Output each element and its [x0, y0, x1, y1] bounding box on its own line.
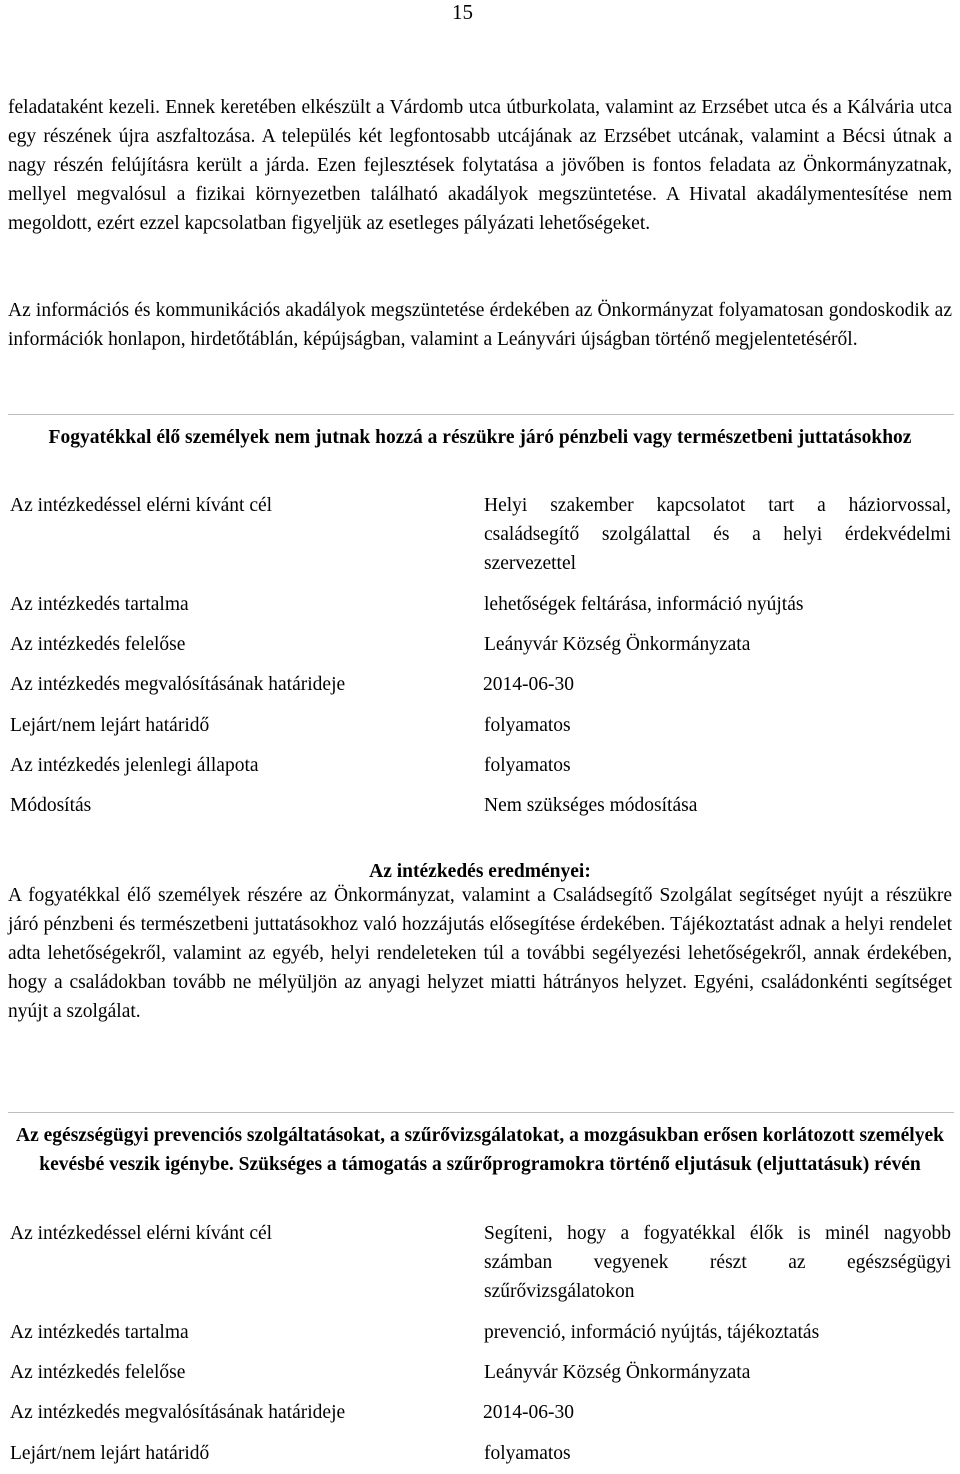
row-label: Lejárt/nem lejárt határidő [10, 715, 210, 736]
row-value: lehetőségek feltárása, információ nyújtás [484, 594, 804, 615]
row-label: Az intézkedés felelőse [10, 634, 186, 655]
row-value: 2014-06-30 [483, 674, 574, 695]
page-number: 15 [452, 0, 473, 24]
section-divider [8, 1112, 954, 1113]
row-label: Lejárt/nem lejárt határidő [10, 1443, 210, 1464]
section-2-heading: Az egészségügyi prevenciós szolgáltatásokat, a szűrővizsgálatokat, a mozgásukban erősen korlátozott személyek kevésbé veszik igénybe. Szükséges a támogatás a szűrőprogramokra történő eljutásuk (eljuttatásuk) révén [16, 1125, 944, 1175]
row-label: Az intézkedés megvalósításának határideje [10, 674, 346, 695]
row-label: Az intézkedéssel elérni kívánt cél [10, 495, 273, 516]
section-1-heading: Fogyatékkal élő személyek nem jutnak hozzá a részükre járó pénzbeli vagy természetbeni juttatásokhoz [48, 427, 912, 448]
section-divider [8, 414, 954, 415]
row-value: Segíteni, hogy a fogyatékkal élők is minél nagyobb számban vegyenek részt az egészségügyi szűrővizsgálatokon [484, 1223, 951, 1302]
row-label: Az intézkedés felelőse [10, 1362, 186, 1383]
row-value: 2014-06-30 [483, 1402, 574, 1423]
row-label: Az intézkedés megvalósításának határideje [10, 1402, 346, 1423]
row-label: Az intézkedés jelenlegi állapota [10, 755, 259, 776]
row-value: Helyi szakember kapcsolatot tart a háziorvossal, családsegítő szolgálattal és a helyi érdekvédelmi szervezettel [484, 495, 951, 574]
row-label: Az intézkedés tartalma [10, 1322, 189, 1343]
row-label: Módosítás [10, 795, 92, 816]
row-value: folyamatos [484, 715, 571, 736]
row-label: Az intézkedéssel elérni kívánt cél [10, 1223, 273, 1244]
row-value: Leányvár Község Önkormányzata [484, 1362, 751, 1383]
results-heading: Az intézkedés eredményei: [369, 861, 591, 882]
intro-paragraph-2: Az információs és kommunikációs akadályok megszüntetése érdekében az Önkormányzat folyamatosan gondoskodik az információk honlapon, hirdetőtáblán, képújságban, valamint a Leányvári újságban történő megjelentetéséről. [8, 300, 952, 350]
row-value: prevenció, információ nyújtás, tájékoztatás [484, 1322, 820, 1343]
row-value: folyamatos [484, 755, 571, 776]
row-label: Az intézkedés tartalma [10, 594, 189, 615]
results-paragraph: A fogyatékkal élő személyek részére az Önkormányzat, valamint a Családsegítő Szolgálat segítséget nyújt a részükre járó pénzbeni és természetbeni juttatásokhoz való hozzájutás elősegítése érdekében. Tájékoztatást adnak a helyi rendelet adta lehetőségekről, valamint az egyéb, helyi rendeleteken túl a további segélyezési lehetőségekről, annak érdekében, hogy a családokban tovább ne mélyüljön az anyagi helyzet miatti hátrányos helyzet. Egyéni, családonkénti segítséget nyújt a szolgálat. [8, 885, 952, 1022]
row-value: Leányvár Község Önkormányzata [484, 634, 751, 655]
intro-paragraph-1: feladataként kezeli. Ennek keretében elkészült a Várdomb utca útburkolata, valamint az Erzsébet utca és a Kálvária utca egy részének újra aszfaltozása. A település két legfontosabb utcájának az Erzsébet utcának, valamint a Bécsi útnak a nagy részén felújításra került a járda. Ezen fejlesztések folytatása a jövőben is fontos feladata az Önkormányzatnak, mellyel megvalósul a fizikai környezetben található akadályok megszüntetése. A Hivatal akadálymentesítése nem megoldott, ezért ezzel kapcsolatban figyeljük az esetleges pályázati lehetőségeket. [8, 97, 952, 234]
row-value: folyamatos [484, 1443, 571, 1464]
row-value: Nem szükséges módosítása [484, 795, 698, 816]
